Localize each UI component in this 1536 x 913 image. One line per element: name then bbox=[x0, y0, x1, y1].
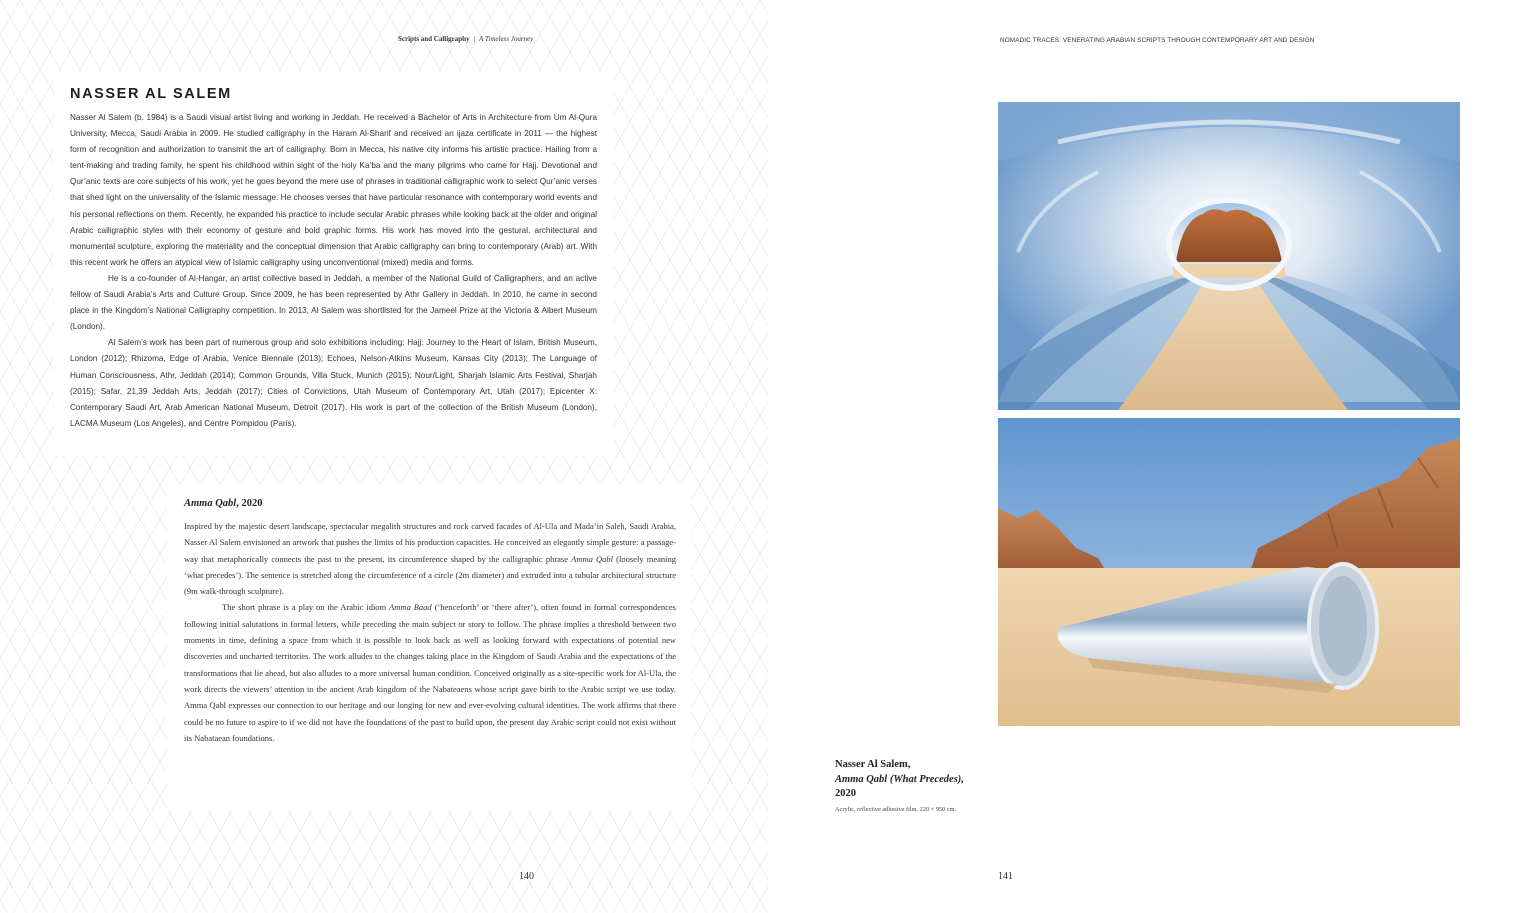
tunnel-interior-image bbox=[998, 102, 1460, 410]
artwork-heading-year: , 2020 bbox=[236, 498, 263, 509]
artwork-body bbox=[184, 518, 676, 746]
running-head-right: NOMADIC TRACES: VENERATING ARABIAN SCRIPTS THROUGH CONTEMPORARY ART AND DESIGN bbox=[1000, 37, 1315, 44]
artwork-panel bbox=[167, 484, 691, 810]
running-head-left bbox=[398, 35, 533, 43]
artwork-paragraph bbox=[184, 518, 676, 599]
caption-artist: Nasser Al Salem, bbox=[835, 759, 911, 770]
running-head-section: Scripts and Calligraphy bbox=[398, 35, 470, 43]
text-run: (loosely meaning ‘what precedes’). The sentence is stretched along the circumference of a circle (2m diameter) and extruded into a tubular architectural structure (9m walk-through sculpture). bbox=[184, 553, 676, 597]
text-run-italic: Amma Qabl bbox=[571, 553, 614, 564]
bio-paragraph: Nasser Al Salem (b. 1984) is a Saudi visual artist living and working in Jeddah. He received a Bachelor of Arts in Architecture from Um Al-Qura University, Mecca, Saudi Arabia in 2009. He studied calligraphy in the Haram Al-Sharif and received an ijaza certificate in 2011 — the highest form of recognition and authorization to transmit the art of calligraphy. Born in Mecca, his native city informs his artistic practice. Hailing from a tent-making and trading family, he spent his childhood within sight of the holy Ka’ba and the many pilgrims who came for Hajj. Devotional and Qur’anic texts are core subjects of his work, yet he goes beyond the mere use of phrases in traditional calligraphic work to select Qur’anic verses that shed light on the universality of the Islamic message. He chooses verses that have particular resonance with contemporary world events and his personal reflections on them. Recently, he expanded his practice to include secular Arabic phrases while looking back at the older and original Arabic calligraphic styles with their economy of gesture and bold graphic forms. His work has moved into the gestural, architectural and monumental sculpture, exploring the materiality and the conceptual dimension that Arabic calligraphy can bring to contemporary (Arab) art. With this recent work he offers an atypical view of Islamic calligraphy using unconventional (mixed) media and forms. bbox=[70, 113, 597, 267]
bio-body bbox=[70, 110, 597, 432]
text-run: (‘henceforth’ or ‘there after’), often found in formal correspondences following initial salutations in formal letters, while preceding the main subject or story to follow. The phrase implies a threshold between two moments in time, defining a space from which it is possible to look back as well as looking forward with expectations of potential new discoveries and uncharted territories. The work alludes to the changes taking place in the Kingdom of Saudi Arabia and the expectations of the transformations that lie ahead, but also alludes to a more universal human condition. Conceived originally as a site-specific work for Al-Ula, the work directs the viewers’ attention to the ancient Arab kingdom of the Nabateaens whose script gave birth to the Arabic script we use today. Amma Qabl expresses our connection to our heritage and our longing for new and ever-evolving cultural identities. The work affirms that there could be no future to aspire to if we did not have the foundations of the past to build upon, the present day Arabic script could not exist without its Nabataean foundations. bbox=[184, 602, 676, 743]
text-run-italic: Amma Baad bbox=[389, 602, 432, 613]
text-run: Inspired by the majestic desert landscape, spectacular megalith structures and rock carved facades of Al-Ula and Mada’in Saleh, Saudi Arabia, Nasser Al Salem envisioned an artwork that pushes the limits of his production capacities. He conceived an elegantly simple gesture: a passage-way that metaphorically connects the past to the present, its circumference shaped by the calligraphic phrase bbox=[184, 521, 676, 564]
caption-medium: Acrylic, reflective adhesive film. 220 × 950 cm. bbox=[835, 805, 957, 813]
artwork-heading-title: Amma Qabl bbox=[184, 498, 237, 509]
desert-sculpture-image bbox=[998, 418, 1460, 726]
artist-heading: NASSER AL SALEM bbox=[70, 86, 232, 102]
text-run: The short phrase is a play on the Arabic idiom bbox=[222, 602, 390, 613]
running-head-separator: | bbox=[473, 35, 475, 43]
bio-panel bbox=[54, 72, 614, 456]
running-head-subtitle: A Timeless Journey bbox=[478, 35, 534, 43]
caption-title: Amma Qabl (What Precedes), bbox=[835, 773, 964, 785]
artwork-photo-exterior bbox=[998, 418, 1460, 726]
bio-paragraph: He is a co-founder of Al-Hangar, an artist collective based in Jeddah, a member of the National Guild of Calligraphers, and an active fellow of Saudi Arabia’s Arts and Culture Group. Since 2009, he has been represented by Athr Gallery in Jeddah. In 2010, he came in second place in the Kingdom’s National Calligraphy competition. In 2013, Al Salem was shortlisted for the Jameel Prize at the Victoria & Albert Museum (London). bbox=[70, 273, 597, 332]
page-number-left: 140 bbox=[519, 871, 534, 882]
image-caption bbox=[835, 758, 1015, 816]
page-number-right: 141 bbox=[998, 871, 1013, 882]
bio-paragraph: Al Salem’s work has been part of numerous group and solo exhibitions including: Hajj: Journey to the Heart of Islam, British Museum, London (2012); Rhizoma, Edge of Arabia, Venice Biennale (2013); Echoes, Nelson-Atkins Museum, Kansas City (2013); The Language of Human Consciousness, Athr, Jeddah (2014); Common Grounds, Villa Stuck, Munich (2015); Nour/Light, Sharjah Islamic Arts Festival, Sharjah (2015); Safar, 21,39 Jeddah Arts, Jeddah (2017); Cities of Convictions, Utah Museum of Contemporary Art, Utah (2017); Epicenter X: Contemporary Saudi Art, Arab American National Museum, Detroit (2017). His work is part of the collection of the British Museum (London), LACMA Museum (Los Angeles), and Centre Pompidou (Paris). bbox=[70, 338, 597, 428]
caption-year: 2020 bbox=[835, 788, 856, 799]
artwork-photo-interior bbox=[998, 102, 1460, 410]
artwork-paragraph bbox=[184, 599, 676, 746]
artwork-heading bbox=[184, 498, 262, 509]
